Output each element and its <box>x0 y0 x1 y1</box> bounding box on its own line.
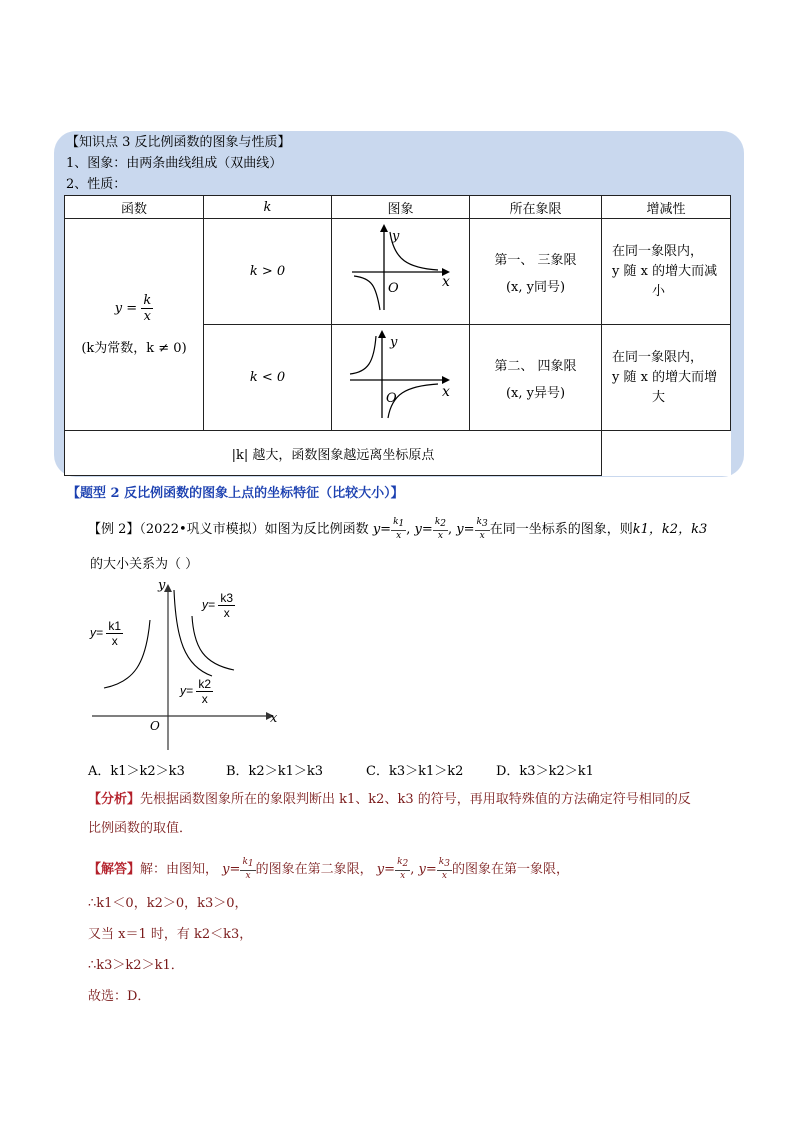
example-line1: 【例 2】（2022•巩义市模拟）如图为反比例函数 y= $\frac{k_1}{x}$ , y= $\frac{k_2}{x}$ , y= $\frac{k_3}{x}$ 在同一坐标系的图象，则k1，k2，k3 <box>88 517 708 541</box>
example-figure <box>84 578 284 754</box>
function-condition: (k为常数，k ≠ 0) <box>81 340 187 356</box>
monotonicity-negative <box>602 325 731 431</box>
hyperbola-positive-graph <box>346 222 456 317</box>
graph2-y-label: y <box>389 335 397 350</box>
solution-line1: 【解答】解：由图知， y= $\frac{k_1}{x}$ 的图象在第二象限， y= $\frac{k_2}{x}$ , y= $\frac{k_3}{x}$ 的图象在第一象限， <box>88 857 570 881</box>
solution-line3: 又当 x＝1 时，有 k2＜k3， <box>88 927 253 942</box>
solution-part1: 的图象在第二象限， <box>255 862 373 877</box>
header-monotonicity: 增减性 <box>602 196 731 219</box>
graph-k-positive <box>332 219 470 325</box>
mono-negative-line2: y 随 x 的增大而增 <box>612 369 718 385</box>
option-b: B．k2＞k1＞k3 <box>226 764 323 779</box>
analysis-line1 <box>88 791 691 809</box>
function-y: y = <box>114 300 138 316</box>
label-k2: y= $\frac{k2}{x}$ <box>180 677 212 706</box>
figure-x-axis: x <box>270 711 278 726</box>
solution-line4: ∴k3＞k2＞k1． <box>88 958 184 973</box>
quadrant-positive <box>470 219 602 325</box>
quadrant-negative-line1: 第二、 四象限 <box>494 358 577 374</box>
k-positive: k > 0 <box>204 219 332 325</box>
graph1-x-label: x <box>441 274 450 290</box>
mono-positive-line3: 小 <box>652 283 666 299</box>
mono-positive-line1: 在同一象限内， <box>612 243 704 259</box>
mono-negative-line1: 在同一象限内， <box>612 349 704 365</box>
analysis-text1: 先根据函数图象所在的象限判断出 k1、k2、k3 的符号，再用取特殊值的方法确定符号相同的反 <box>140 792 691 807</box>
graph-k-negative <box>332 325 470 431</box>
quadrant-positive-line2: (x, y同号) <box>505 279 566 295</box>
option-c: C．k3＞k1＞k2 <box>366 764 464 779</box>
monotonicity-positive <box>602 219 731 325</box>
solution-label: 【解答】 <box>88 862 141 877</box>
property-table <box>64 195 731 476</box>
table-footer: |k| 越大，函数图象越远离坐标原点 <box>65 431 602 476</box>
figure-origin: O <box>150 719 160 733</box>
analysis-line2: 比例函数的取值． <box>88 821 193 836</box>
option-a: A．k1＞k2＞k3 <box>88 764 185 779</box>
quadrant-negative-line2: (x, y异号) <box>505 385 566 401</box>
label-k1: y= $\frac{k1}{x}$ <box>90 619 122 648</box>
example-mid: 在同一坐标系的图象，则 <box>489 522 633 537</box>
solution-part2: 的图象在第一象限， <box>452 862 570 877</box>
quadrant-positive-line1: 第一、 三象限 <box>494 252 577 268</box>
mono-negative-line3: 大 <box>652 389 666 405</box>
hyperbola-negative-graph <box>346 328 456 423</box>
function-cell <box>65 219 204 431</box>
knowledge-item-2: 2、性质： <box>66 177 127 192</box>
solution-intro: 解：由图知， <box>140 862 219 877</box>
type-title: 【题型 2 反比例函数的图象上点的坐标特征（比较大小）】 <box>67 486 404 501</box>
graph1-origin-label: O <box>387 281 399 296</box>
quadrant-negative <box>470 325 602 431</box>
header-graph: 图象 <box>332 196 470 219</box>
header-function: 函数 <box>65 196 204 219</box>
example-line2: 的大小关系为（ ） <box>90 557 199 572</box>
graph2-origin-label: O <box>385 391 397 406</box>
solution-line2: ∴k1＜0，k2＞0，k3＞0， <box>88 896 248 911</box>
header-quadrant: 所在象限 <box>470 196 602 219</box>
graph1-y-label: y <box>391 229 399 244</box>
example-source: （2022•巩义市模拟）如图为反比例函数 <box>139 522 369 537</box>
solution-line5: 故选：D． <box>88 989 151 1004</box>
function-fraction: $\frac{k}{x}$ <box>143 292 152 324</box>
label-k3: y= $\frac{k3}{x}$ <box>202 591 234 620</box>
k-negative: k < 0 <box>204 325 332 431</box>
example-ks: k1，k2，k3 <box>632 522 708 537</box>
mono-positive-line2: y 随 x 的增大而减 <box>612 263 718 279</box>
knowledge-item-1: 1、图象：由两条曲线组成（双曲线） <box>66 156 283 171</box>
graph2-x-label: x <box>441 384 450 400</box>
analysis-label: 【分析】 <box>88 792 141 807</box>
option-d: D．k3＞k2＞k1 <box>496 764 594 779</box>
header-k: k <box>204 196 332 219</box>
example-label: 【例 2】 <box>88 522 140 537</box>
knowledge-title: 【知识点 3 反比例函数的图象与性质】 <box>66 135 291 150</box>
figure-y-axis: y <box>158 578 166 593</box>
